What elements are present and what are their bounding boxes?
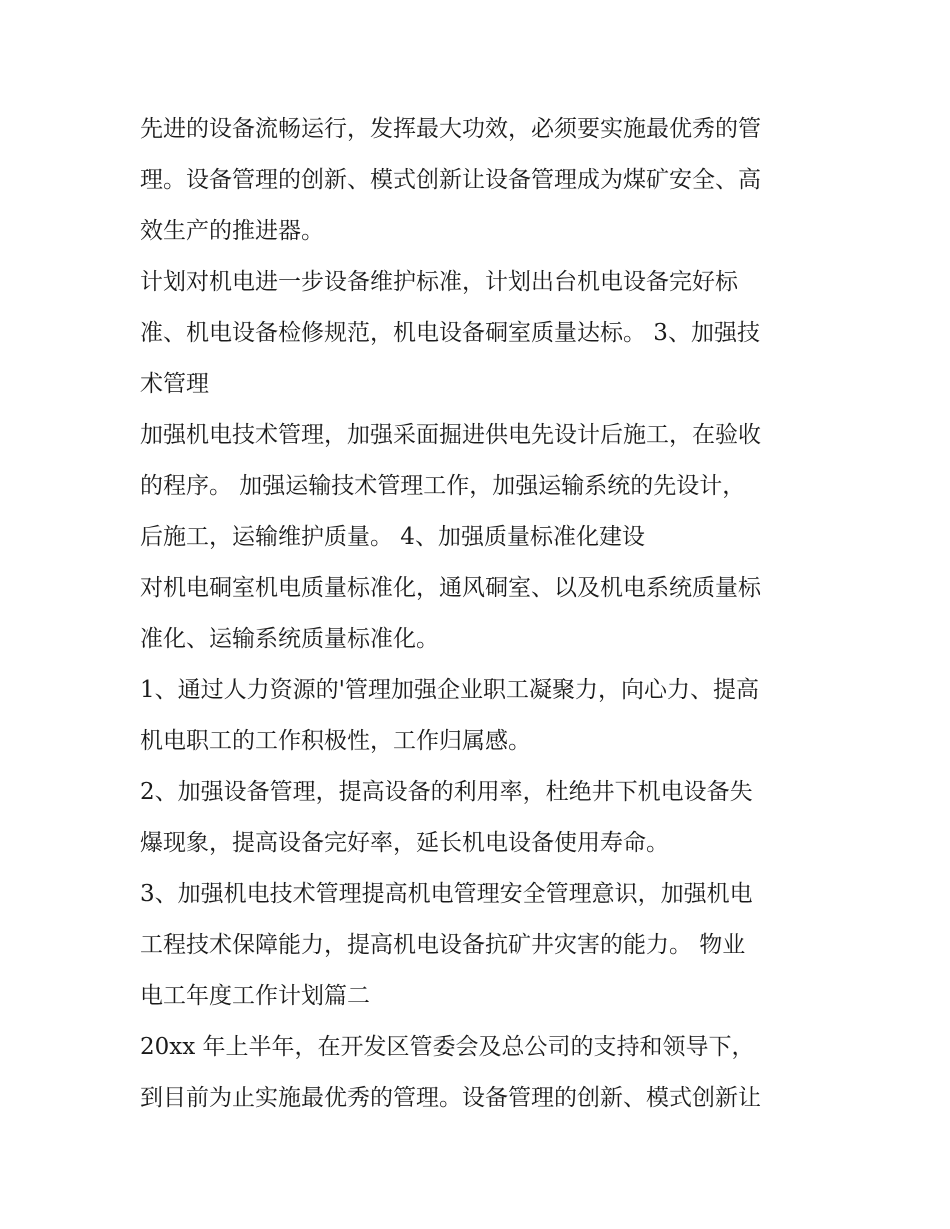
document-body — [140, 104, 830, 1124]
text-line: 对机电硐室机电质量标准化，通风硐室、以及机电系统质量标 — [140, 575, 761, 601]
text-line: 计划对机电进一步设备维护标准，计划出台机电设备完好标 — [140, 269, 738, 295]
text-line: 机电职工的工作积极性，工作归属感。 — [140, 728, 531, 754]
text-line: 的程序。 加强运输技术管理工作，加强运输系统的先设计， — [140, 473, 746, 499]
text-line: 3、加强机电技术管理提高机电管理安全管理意识，加强机电 — [140, 881, 753, 907]
text-line: 到目前为止实施最优秀的管理。设备管理的创新、模式创新让 — [140, 1085, 761, 1111]
text-line: 后施工，运输维护质量。 4、加强质量标准化建设 — [140, 524, 645, 550]
text-line: 效生产的推进器。 — [140, 218, 324, 244]
text-line: 理。设备管理的创新、模式创新让设备管理成为煤矿安全、高 — [140, 167, 761, 193]
text-line: 准化、运输系统质量标准化。 — [140, 626, 439, 652]
text-line: 准、机电设备检修规范，机电设备硐室质量达标。 3、加强技 — [140, 320, 760, 346]
text-line: 工程技术保障能力，提高机电设备抗矿井灾害的能力。 物业 — [140, 932, 746, 958]
text-line: 2、加强设备管理，提高设备的利用率，杜绝井下机电设备失 — [140, 779, 753, 805]
text-line: 术管理 — [140, 371, 209, 397]
text-line: 20xx 年上半年，在开发区管委会及总公司的支持和领导下， — [140, 1034, 755, 1060]
text-line: 电工年度工作计划篇二 — [140, 983, 370, 1009]
text-line: 1、通过人力资源的'管理加强企业职工凝聚力，向心力、提高 — [140, 677, 759, 703]
text-line: 爆现象，提高设备完好率，延长机电设备使用寿命。 — [140, 830, 669, 856]
text-line: 先进的设备流畅运行，发挥最大功效，必须要实施最优秀的管 — [140, 116, 761, 142]
text-line: 加强机电技术管理，加强采面掘进供电先设计后施工，在验收 — [140, 422, 761, 448]
